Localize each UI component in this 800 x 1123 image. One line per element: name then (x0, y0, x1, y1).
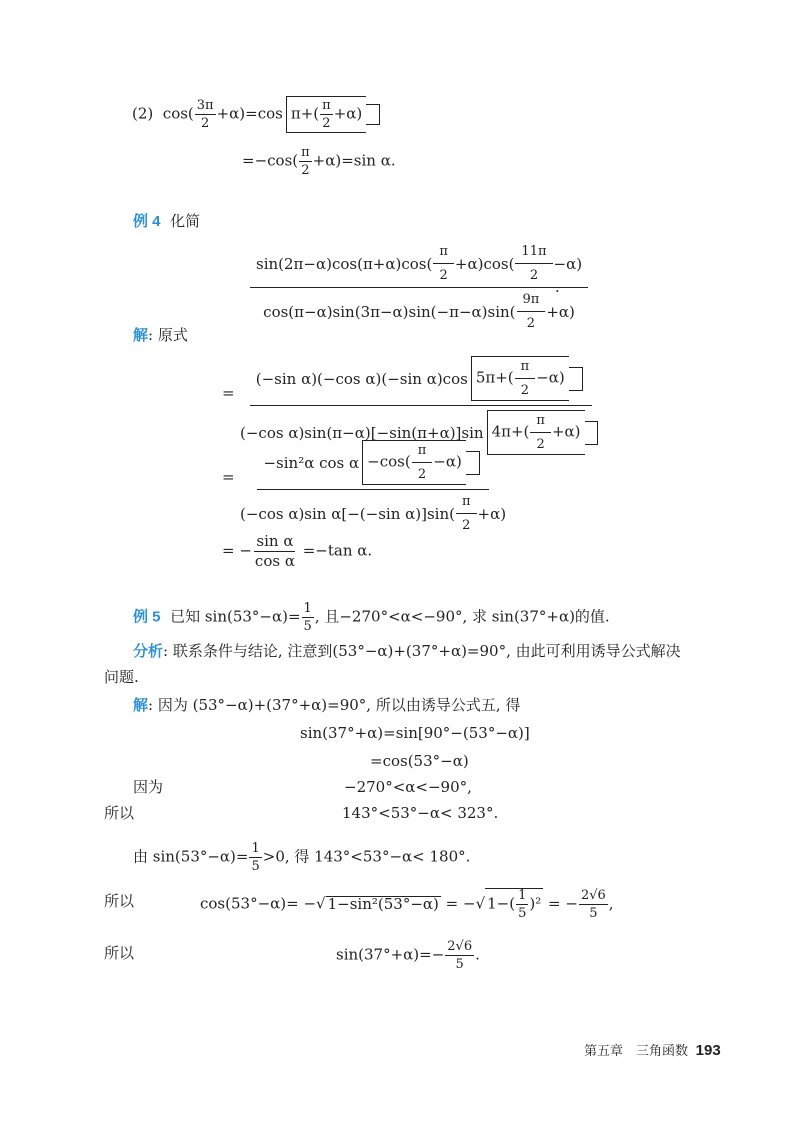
page-footer (584, 1040, 721, 1059)
final-line: sin(37°+α)=− $\frac{2√6}{5}$ . (336, 939, 480, 972)
part2-line2 (242, 146, 396, 177)
example5-heading: 例 5 已知 sin(53°−α)= $\frac{1}{5}$ , 且−270°<α<−90°, 求 sin(37°+α)的值. (133, 601, 610, 634)
solution-text: : 原式 (148, 326, 188, 344)
so3-label: 所以 (104, 944, 135, 962)
example4-expression (250, 244, 588, 331)
page-number: 193 (695, 1042, 721, 1059)
chapter-title: 第五章 三角函数 (584, 1043, 689, 1058)
step2-fraction (234, 440, 512, 533)
step2-denominator: (−cos α)sin α[−(−sin α)]sin( $\frac{\pi}{2}$ +α) (240, 494, 507, 533)
frac-1-over-5: $\frac{1}{5}$ (303, 601, 312, 634)
frac-pi-over-2: $\frac{\pi}{2}$ (301, 145, 310, 178)
so2-label: 所以 (104, 892, 135, 910)
part2-label: (2) (132, 104, 154, 123)
step3-line: = − $\frac{\text{sin α}}{\text{cos α}}$ =−tan α. (222, 532, 373, 570)
part2-line1 (132, 96, 383, 133)
so1-label: 所以 (104, 804, 135, 822)
example4-solution-heading (133, 328, 188, 343)
part2-line2-lhs: =−cos( (242, 151, 299, 170)
eq2: =cos(53°−α) (370, 752, 469, 770)
example4-title: 化简 (170, 212, 201, 230)
solution5-label: 解 (133, 697, 149, 714)
step1-denominator: (−cos α)sin(π−α)[−sin(π+α)]sin 4π+( $\frac{\pi}{2}$ +α) (234, 406, 607, 455)
part2-line2-end: +α)=sin α. (312, 151, 396, 170)
part2-mid: +α)=cos (216, 104, 283, 123)
solution-label: 解 (133, 327, 149, 344)
sqrt2: 1−( $\frac{1}{5}$ )² (487, 888, 542, 921)
analysis-label: 分析 (133, 643, 164, 660)
example4-heading (133, 214, 200, 229)
sqrt1: 1−sin²(53°−α) (327, 894, 439, 913)
from-line: 由 sin(53°−α)= $\frac{1}{5}$ >0, 得 143°<53°−α< 180°. (133, 841, 471, 874)
example4-period: . (555, 278, 560, 296)
step1-numerator: (−sin α)(−cos α)(−sin α)cos 5π+( $\frac{\pi}{2}$ −α) (250, 356, 592, 406)
step1-equals: = (222, 384, 235, 402)
example4-denominator: cos(π−α)sin(3π−α)sin(−π−α)sin( $\frac{9\pi}{2}$ +α) (263, 292, 575, 331)
part2-bracket: π+( $\frac{\pi}{2}$ +α) (286, 96, 366, 133)
step2-equals: = (222, 468, 235, 486)
step2-numerator: −sin²α cos α −cos( $\frac{\pi}{2}$ −α) (257, 440, 488, 490)
example5-solution: 解: 因为 (53°−α)+(37°+α)=90°, 所以由诱导公式五, 得 (133, 696, 521, 714)
example5-label: 例 5 (133, 608, 161, 626)
range1: −270°<α<−90°, (344, 778, 472, 796)
cos-line: cos(53°−α)= −√ 1−sin²(53°−α) = −√ 1−( $\frac{1}{5}$ )² = − $\frac{2√6}{5}$ , (200, 888, 614, 921)
frac-3pi-over-2: $\frac{3\pi}{2}$ (196, 98, 214, 131)
eq1: sin(37°+α)=sin[90°−(53°−α)] (300, 724, 530, 742)
part2-cos: cos( (162, 104, 194, 123)
example4-label: 例 4 (133, 213, 161, 230)
example5-analysis: 分析: 联系条件与结论, 注意到(53°−α)+(37°+α)=90°, 由此可利用诱导公式解决 (133, 642, 681, 660)
example4-numerator: sin(2π−α)cos(π+α)cos( $\frac{\pi}{2}$ +α)cos( $\frac{11\pi}{2}$ −α) (250, 244, 588, 288)
analysis-line2: 问题. (104, 668, 139, 686)
range2: 143°<53°−α< 323°. (342, 804, 499, 822)
because-label: 因为 (133, 778, 164, 796)
